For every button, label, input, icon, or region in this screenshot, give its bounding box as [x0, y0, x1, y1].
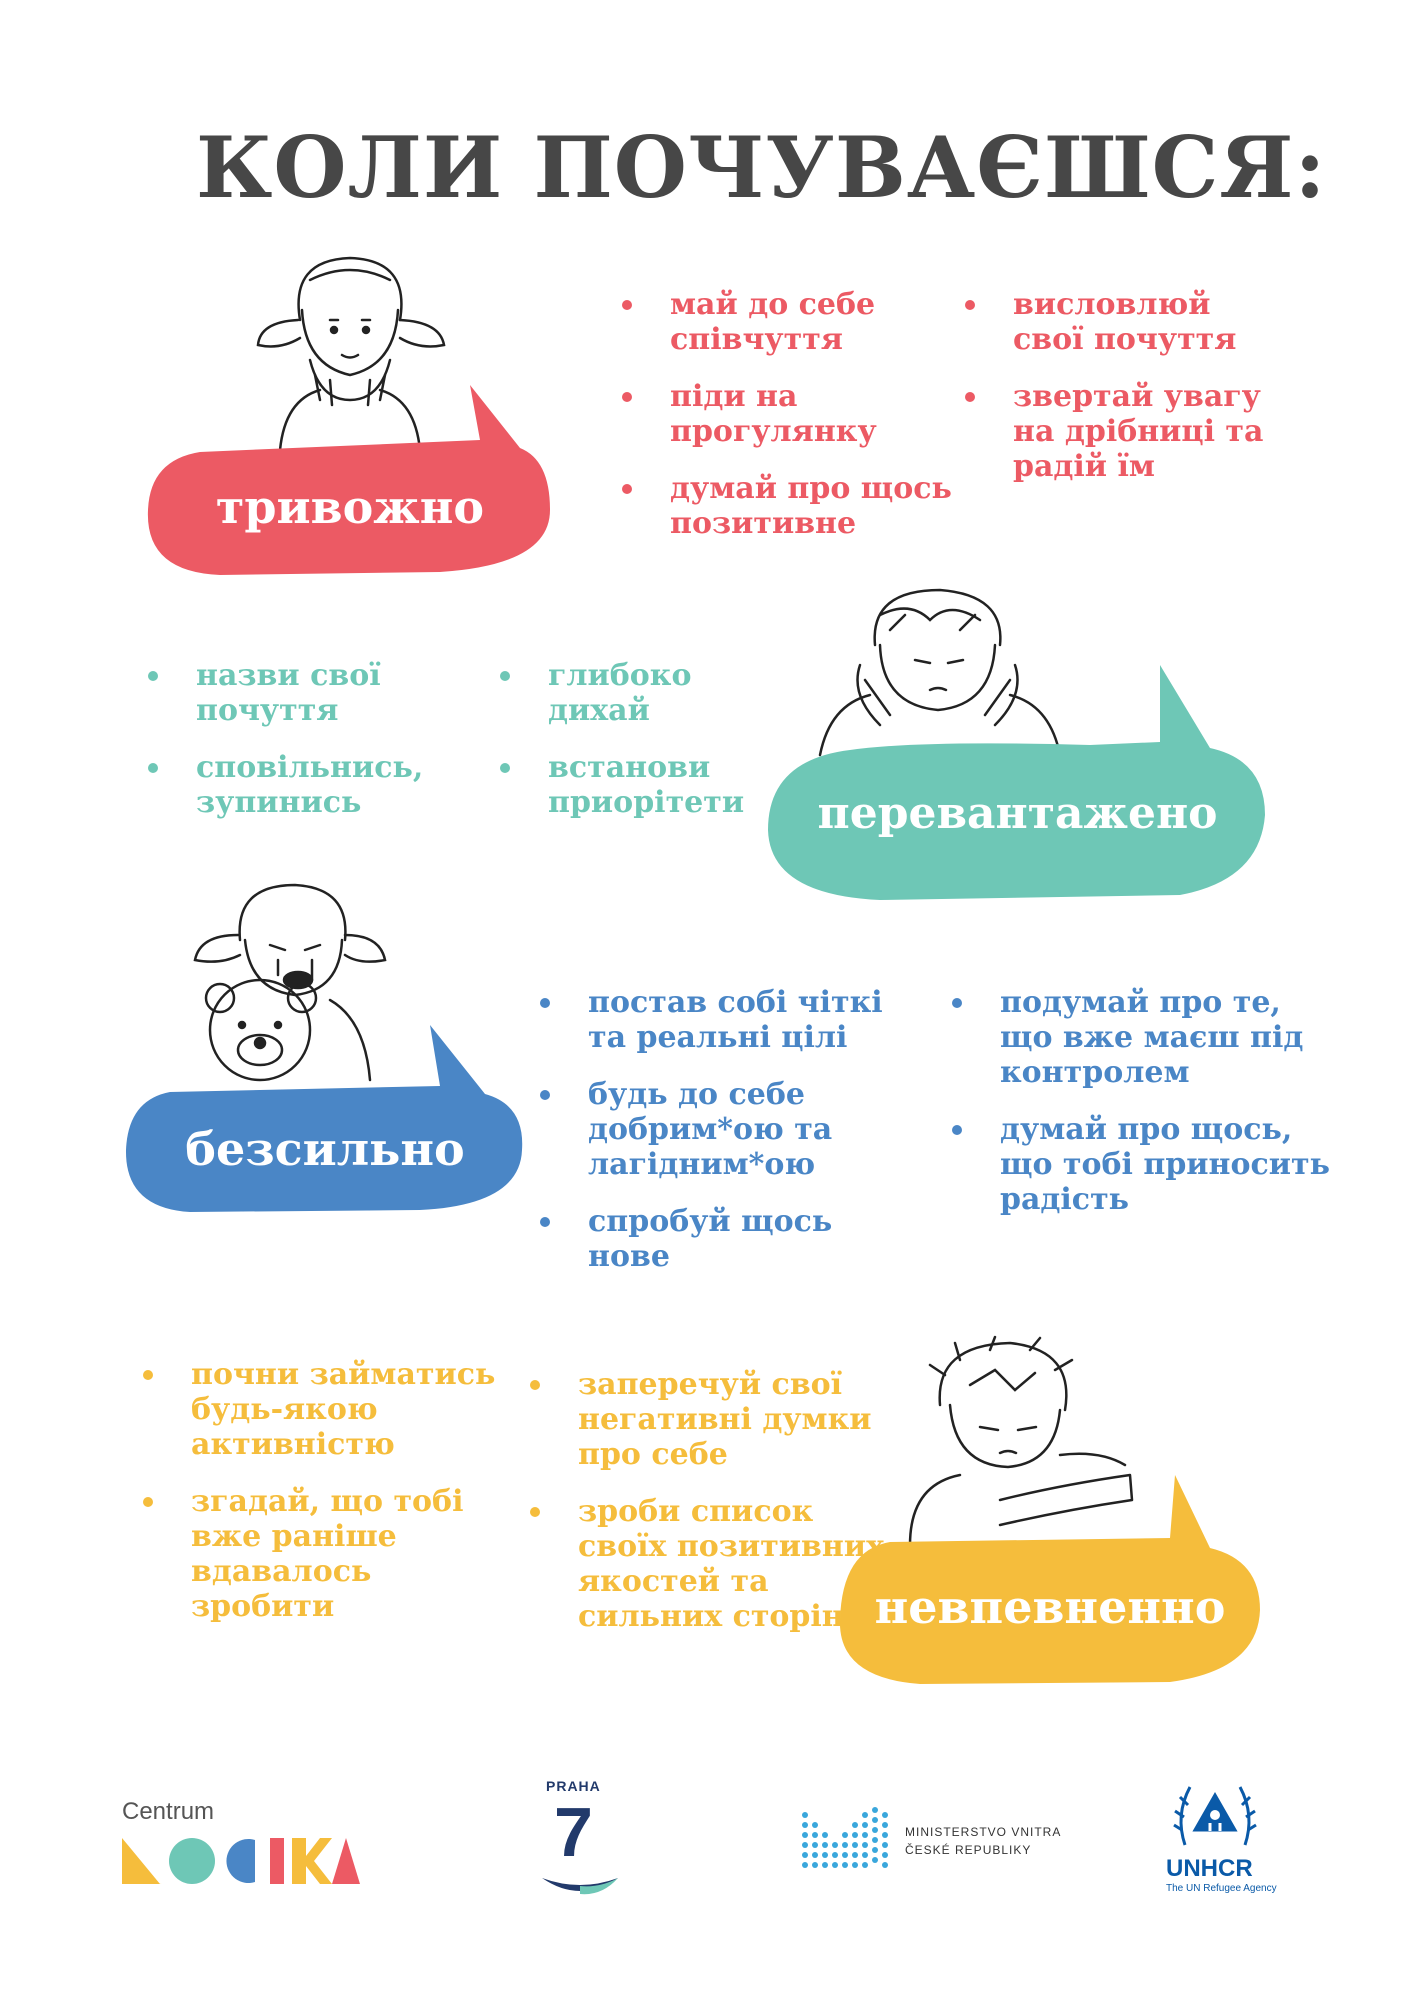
feeling-bubble-anxious — [140, 380, 560, 580]
tips-overwhelmed-col2 — [500, 658, 760, 842]
tip-item: постав собі чіткі та реальні цілі — [540, 985, 920, 1055]
unhcr-tagline: The UN Refugee Agency — [1166, 1883, 1277, 1894]
page-title: КОЛИ ПОЧУВАЄШСЯ: — [196, 118, 1327, 217]
locika-wordmark-icon — [120, 1836, 360, 1886]
feeling-label: перевантажено — [817, 788, 1218, 839]
centrum-label: Centrum — [122, 1798, 215, 1825]
tip-item: почни займатись будь-якою активністю — [143, 1357, 503, 1462]
feeling-label: тривожно — [215, 480, 485, 534]
tips-anxious-col2 — [965, 287, 1270, 506]
tip-item: думай про щось, що тобі приносить радість — [952, 1112, 1342, 1217]
tip-item: встанови приорітети — [500, 750, 760, 820]
unhcr-emblem-icon — [1170, 1775, 1260, 1855]
tip-item: сповільнись, зупинись — [148, 750, 478, 820]
tip-item: глибоко дихай — [500, 658, 760, 728]
tip-item: будь до себе добрим*ою та лагідним*ою — [540, 1077, 920, 1182]
tip-item: піди на прогулянку — [622, 379, 962, 449]
praha-swoosh-icon — [540, 1874, 620, 1898]
praha-number: 7 — [554, 1793, 593, 1871]
feeling-bubble-overwhelmed — [760, 660, 1275, 910]
tip-item: назви свої почуття — [148, 658, 478, 728]
ministry-dots-icon — [800, 1805, 895, 1870]
praha-7-logo — [540, 1778, 630, 1898]
tip-item: висловлюй свої почуття — [965, 287, 1270, 357]
tip-item: зроби список своїх позитивних якостей та сильних сторін — [530, 1494, 890, 1634]
feeling-bubble-powerless — [120, 1020, 530, 1220]
unhcr-wordmark: UNHCR — [1166, 1855, 1253, 1882]
tip-item: заперечуй свої негативні думки про себе — [530, 1367, 890, 1472]
tips-anxious-col1 — [622, 287, 962, 563]
ministry-name-line2: ČESKÉ REPUBLIKY — [905, 1843, 1032, 1857]
praha-label: PRAHA — [546, 1778, 601, 1794]
tip-item: май до себе співчуття — [622, 287, 962, 357]
tips-insecure-col2 — [530, 1367, 890, 1656]
tips-overwhelmed-col1 — [148, 658, 478, 842]
tip-item: звертай увагу на дрібниці та радій їм — [965, 379, 1270, 484]
tip-item: згадай, що тобі вже раніше вдавалось зробити — [143, 1484, 503, 1624]
feeling-label: безсильно — [185, 1122, 465, 1176]
ministry-name-line1: MINISTERSTVO VNITRA — [905, 1825, 1062, 1839]
tips-powerless-col2 — [952, 985, 1342, 1239]
feeling-label: невпевненно — [874, 1580, 1226, 1634]
ministry-interior-logo — [800, 1805, 1070, 1875]
tip-item: подумай про те, що вже маєш під контролем — [952, 985, 1342, 1090]
tips-insecure-col1 — [143, 1357, 503, 1646]
feeling-bubble-insecure — [830, 1470, 1270, 1690]
unhcr-logo — [1160, 1775, 1300, 1900]
tip-item: спробуй щось нове — [540, 1204, 920, 1274]
tips-powerless-col1 — [540, 985, 920, 1296]
centrum-locika-logo — [120, 1798, 370, 1888]
tip-item: думай про щось позитивне — [622, 471, 962, 541]
